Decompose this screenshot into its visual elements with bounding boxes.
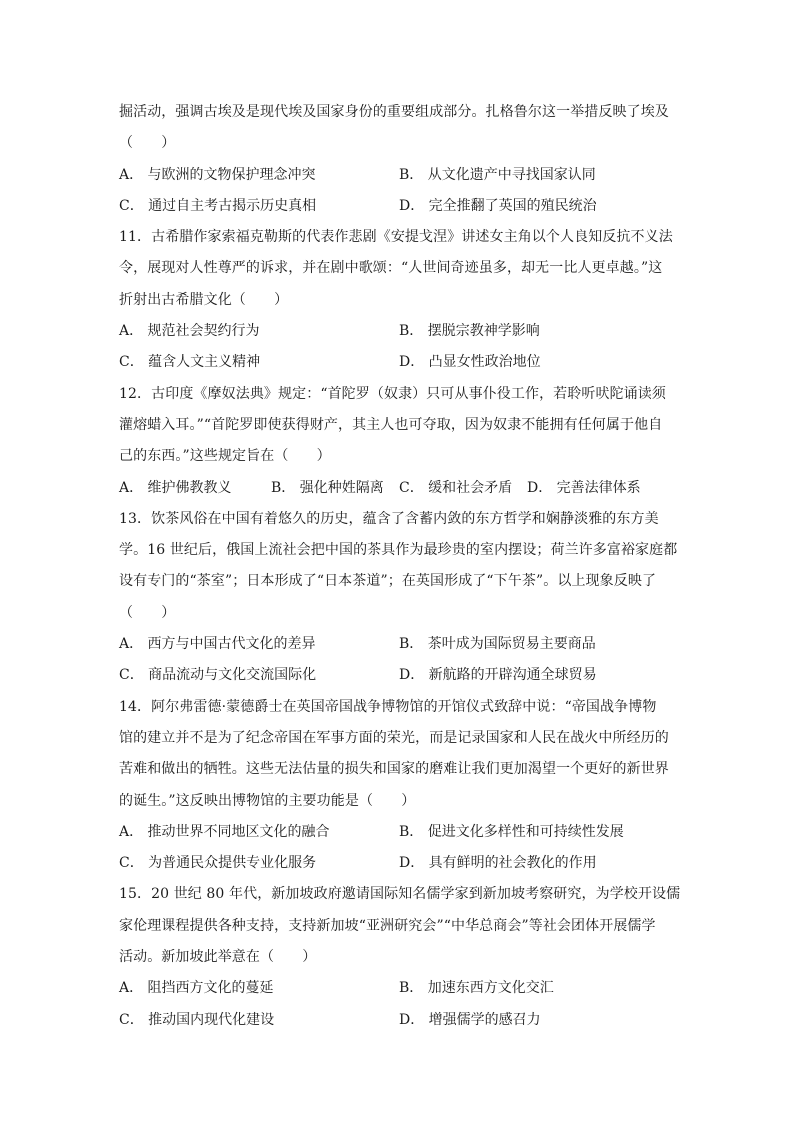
question-12-text-line-3: 己的东西。”这些规定旨在（ ） [119,448,331,465]
question-14-text-line-4: 的诞生。”这反映出博物馆的主要功能是（ ） [119,792,416,809]
question-15-text-line-3: 活动。新加坡此举意在（ ） [119,949,317,966]
question-13-option-d: D． 新航路的开辟沟通全球贸易 [399,667,597,684]
question-14-options-row-2 [119,848,679,879]
question-10-options-row-2 [119,191,679,222]
question-12-text-line-1: 12．古印度《摩奴法典》规定：“首陀罗（奴隶）只可从事仆役工作，若聆听吠陀诵读须 [119,385,666,402]
question-15-option-b: B． 加速东西方文化交汇 [399,980,554,997]
question-15-options-row-2 [119,1005,679,1036]
question-13-text-line-4: （ ） [119,604,176,621]
question-10-text-line-1: 掘活动，强调古埃及是现代埃及国家身份的重要组成部分。扎格鲁尔这一举措反映了埃及 [119,104,669,120]
question-11-option-d: D． 凸显女性政治地位 [399,354,541,371]
question-14-option-b: B． 促进文化多样性和可持续性发展 [399,823,624,840]
question-12-options-row [119,473,679,504]
question-13-text-line-3: 设有专门的“茶室”；日本形成了“日本茶道”；在英国形成了“下午茶”。以上现象反映了 [119,573,657,590]
question-13-option-c: C． 商品流动与文化交流国际化 [119,667,317,684]
question-15-options-row-1 [119,973,679,1004]
question-10-options-row-1 [119,160,679,191]
question-11-text-line-3: 折射出古希腊文化（ ） [119,291,289,308]
question-15-text-line-1: 15．20 世纪 80 年代，新加坡政府邀请国际知名儒学家到新加坡考察研究，为学校开设儒 [119,886,681,903]
question-14-option-a: A． 推动世界不同地区文化的融合 [119,823,330,840]
question-13-options-row-1 [119,629,679,660]
question-13-option-b: B． 茶叶成为国际贸易主要商品 [399,636,596,653]
question-13-option-a: A． 西方与中国古代文化的差异 [119,636,316,653]
question-10-option-b: B． 从文化遗产中寻找国家认同 [399,166,596,183]
question-11-text-line-1: 11．古希腊作家索福克勒斯的代表作悲剧《安提戈涅》讲述女主角以个人良知反抗不义法 [119,229,673,246]
question-14-text-line-2: 馆的建立并不是为了纪念帝国在军事方面的荣光，而是记录国家和人民在战火中所经历的 [119,729,669,746]
question-12-option-b: B． 强化种姓隔离 [271,479,384,496]
question-15-text-line-2: 家伦理课程提供各种支持，支持新加坡“亚洲研究会”“中华总商会”等社会团体开展儒学 [119,917,656,934]
question-11-text-line-2: 令，展现对人性尊严的诉求，并在剧中歌颂：“人世间奇迹虽多，却无一比人更卓越。”这 [119,260,663,277]
question-13-text-line-2: 学。16 世纪后，俄国上流社会把中国的茶具作为最珍贵的室内摆设；荷兰许多富裕家庭都 [119,542,678,559]
question-14-options-row-1 [119,817,679,848]
question-14-text-line-3: 苦难和做出的牺牲。这些无法估量的损失和国家的磨难让我们更加渴望一个更好的新世界 [119,761,669,778]
question-10-option-a: A． 与欧洲的文物保护理念冲突 [119,166,316,183]
question-12-option-c: C． 缓和社会矛盾 [399,479,513,496]
question-15-option-d: D． 增强儒学的感召力 [399,1011,541,1028]
question-13-text-line-1: 13．饮茶风俗在中国有着悠久的历史，蕴含了含蓄内敛的东方哲学和娴静淡雅的东方美 [119,510,659,527]
question-11-options-row-1 [119,316,679,347]
question-15-option-a: A． 阻挡西方文化的蔓延 [119,980,274,997]
question-12-option-d: D． 完善法律体系 [527,479,641,496]
question-10-text-line-2: （ ） [119,135,176,152]
question-11-options-row-2 [119,347,679,378]
question-12-option-a: A． 维护佛教教义 [119,479,232,496]
page-content [119,97,679,1036]
question-12-text-line-2: 灌熔蜡入耳。”“首陀罗即使获得财产，其主人也可夺取，因为奴隶不能拥有任何属于他自 [119,416,663,433]
question-14-text-line-1: 14．阿尔弗雷德·蒙德爵士在英国帝国战争博物馆的开馆仪式致辞中说：“帝国战争博物 [119,698,657,715]
question-14-option-d: D． 具有鲜明的社会教化的作用 [399,855,597,872]
question-11-option-c: C． 蕴含人文主义精神 [119,354,261,371]
question-11-option-a: A． 规范社会契约行为 [119,323,260,340]
question-15-option-c: C． 推动国内现代化建设 [119,1011,275,1028]
question-10-option-d: D． 完全推翻了英国的殖民统治 [399,197,597,214]
question-10-option-c: C． 通过自主考古揭示历史真相 [119,197,317,214]
question-14-option-c: C． 为普通民众提供专业化服务 [119,855,317,872]
question-11-option-b: B． 摆脱宗教神学影响 [399,323,540,340]
question-13-options-row-2 [119,660,679,691]
